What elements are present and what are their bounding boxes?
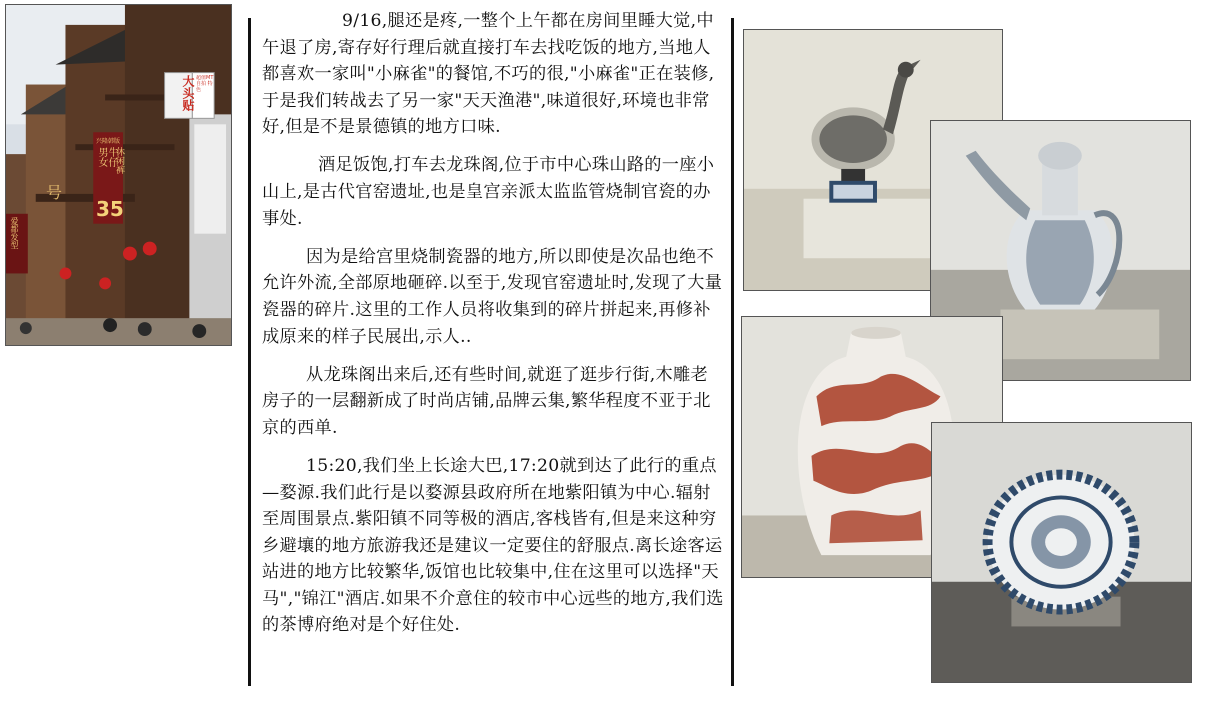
banner-price: 35 bbox=[96, 197, 124, 221]
sign-small: 超值MT 自拍 特色 bbox=[196, 75, 214, 93]
paragraph-1: 9/16,腿还是疼,一整个上午都在房间里睡大觉,中午退了房,寄存好行理后就直接打车去找吃饭的地方,当地人都喜欢一家叫"小麻雀"的餐馆,不巧的很,"小麻雀"正在装修,于是我们转战去了另一家"天天渔港",味道很好,环境也非常好,但是不是景德镇的地方口味. bbox=[262, 11, 715, 138]
street-scene bbox=[6, 5, 231, 345]
paragraph-3: 因为是给宫里烧制瓷器的地方,所以即使是次品也绝不允许外流,全部原地砸碎.以至于,发现官窑遗址时,发现了大量瓷器的碎片.这里的工作人员将收集到的碎片拼起来,再修补成原来的样子民展出,示人.. bbox=[262, 246, 723, 347]
plate bbox=[932, 423, 1191, 682]
article-text bbox=[262, 8, 724, 651]
plate-photo bbox=[931, 422, 1192, 683]
banner-left: 男女 bbox=[96, 147, 107, 167]
left-rule bbox=[248, 18, 251, 686]
banner-top: 兴隆韩版 bbox=[96, 138, 121, 145]
paragraph-2: 酒足饭饱,打车去龙珠阁,位于市中心珠山路的一座小山上,是古代官窑遗址,也是皇宫亲派太监监管烧制官瓷的办事处. bbox=[262, 155, 715, 229]
banner-middle: 牛仔 bbox=[106, 147, 117, 167]
sign-big-head: 大头贴 bbox=[181, 75, 195, 111]
paragraph-5: 15:20,我们坐上长途大巴,17:20就到达了此行的重点—婺源.我们此行是以婺源县政府所在地紫阳镇为中心.辐射至周围景点.紫阳镇不同等极的酒店,客栈皆有,但是来这种穷乡避壤的地方旅游我还是建议一定要住的舒服点.离长途客运站进的地方比较繁华,饭馆也比较集中,住在这里可以选择"天马","锦江"酒店.如果不介意住的较市中心远些的地方,我们选的茶博府绝对是个好住处. bbox=[262, 455, 724, 636]
paragraph-4: 从龙珠阁出来后,还有些时间,就逛了逛步行街,木雕老房子的一层翻新成了时尚店铺,品牌云集,繁华程度不亚于北京的西单. bbox=[262, 364, 711, 438]
left-sign: 爱都发型 bbox=[10, 217, 19, 249]
shop-glyph: 号 bbox=[46, 183, 63, 202]
banner-right: 休闲裤 bbox=[114, 147, 124, 174]
right-rule bbox=[731, 18, 734, 686]
street-photo bbox=[5, 4, 232, 346]
